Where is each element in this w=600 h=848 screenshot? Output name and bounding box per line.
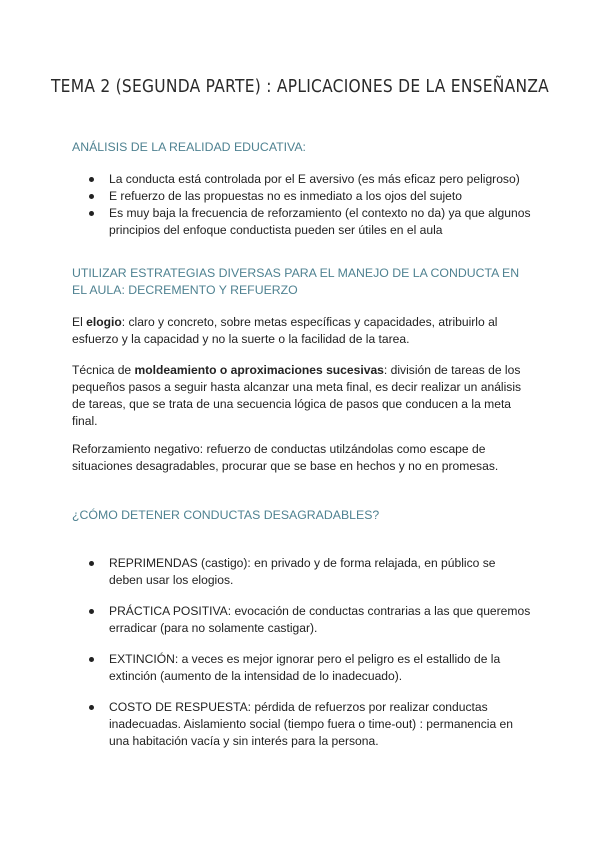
bullet-icon <box>89 177 94 182</box>
list-item-text: E refuerzo de las propuestas no es inmediato a los ojos del sujeto <box>109 189 462 203</box>
list-item-text: La conducta está controlada por el E aversivo (es más eficaz pero peligroso) <box>109 172 520 186</box>
bullet-icon <box>89 194 94 199</box>
list-item <box>72 205 532 239</box>
list-item <box>72 699 532 750</box>
text-segment: El <box>72 315 87 329</box>
section-heading-analysis: ANÁLISIS DE LA REALIDAD EDUCATIVA: <box>72 140 306 154</box>
analysis-bullet-list <box>72 171 532 239</box>
list-item-text: COSTO DE RESPUESTA: pérdida de refuerzos por realizar conductas inadecuadas. Aislamiento social (tiempo fuera o time-out) : permanencia en una habitación vacía y sin interés para la persona. <box>109 700 514 748</box>
paragraph-reforzamiento-negativo: Reforzamiento negativo: refuerzo de conductas utilzándolas como escape de situaciones desagradables, procurar que se base en hechos y no en promesas. <box>72 442 499 473</box>
bold-term: elogio <box>86 315 122 329</box>
bullet-icon <box>89 211 94 216</box>
list-item-text: REPRIMENDAS (castigo): en privado y de forma relajada, en público se deben usar los elogios. <box>109 556 496 587</box>
section-heading-stop-behaviors: ¿CÓMO DETENER CONDUCTAS DESAGRADABLES? <box>72 508 380 522</box>
bullet-icon <box>89 609 94 614</box>
list-item-text: Es muy baja la frecuencia de reforzamiento (el contexto no da) ya que algunos principios del enfoque conductista pueden ser útiles en el aula <box>109 206 531 237</box>
list-item <box>72 651 532 685</box>
list-item-text: PRÁCTICA POSITIVA: evocación de conductas contrarias a las que queremos erradicar (para no solamente castigar). <box>109 604 531 635</box>
bullet-icon <box>89 657 94 662</box>
bold-term: moldeamiento o aproximaciones sucesivas <box>134 363 384 377</box>
list-item <box>72 188 532 205</box>
list-item <box>72 171 532 188</box>
list-item <box>72 555 532 589</box>
list-item-text: EXTINCIÓN: a veces es mejor ignorar pero el peligro es el estallido de la extinción (aumento de la intensidad de lo inadecuado). <box>109 652 501 683</box>
bullet-icon <box>89 561 94 566</box>
page-title: TEMA 2 (SEGUNDA PARTE) : APLICACIONES DE LA ENSEÑANZA <box>50 76 550 97</box>
bullet-icon <box>89 705 94 710</box>
paragraph-elogio <box>72 314 532 348</box>
stop-behaviors-bullet-list <box>72 555 532 764</box>
text-segment: Técnica de <box>72 363 135 377</box>
list-item <box>72 603 532 637</box>
text-segment: : claro y concreto, sobre metas específicas y capacidades, atribuirlo al esfuerzo y la capacidad y no la suerte o la facilidad de la tarea. <box>72 315 498 346</box>
section-heading-strategies: UTILIZAR ESTRATEGIAS DIVERSAS PARA EL MANEJO DE LA CONDUCTA EN EL AULA: DECREMENTO Y REFUERZO <box>72 266 520 297</box>
text-segment: : división de tareas de los pequeños pasos a seguir hasta alcanzar una meta final, es decir realizar un análisis de tareas, que se trata de una secuencia lógica de pasos que conducen a la meta final. <box>72 363 522 428</box>
paragraph-moldeamiento <box>72 362 532 430</box>
